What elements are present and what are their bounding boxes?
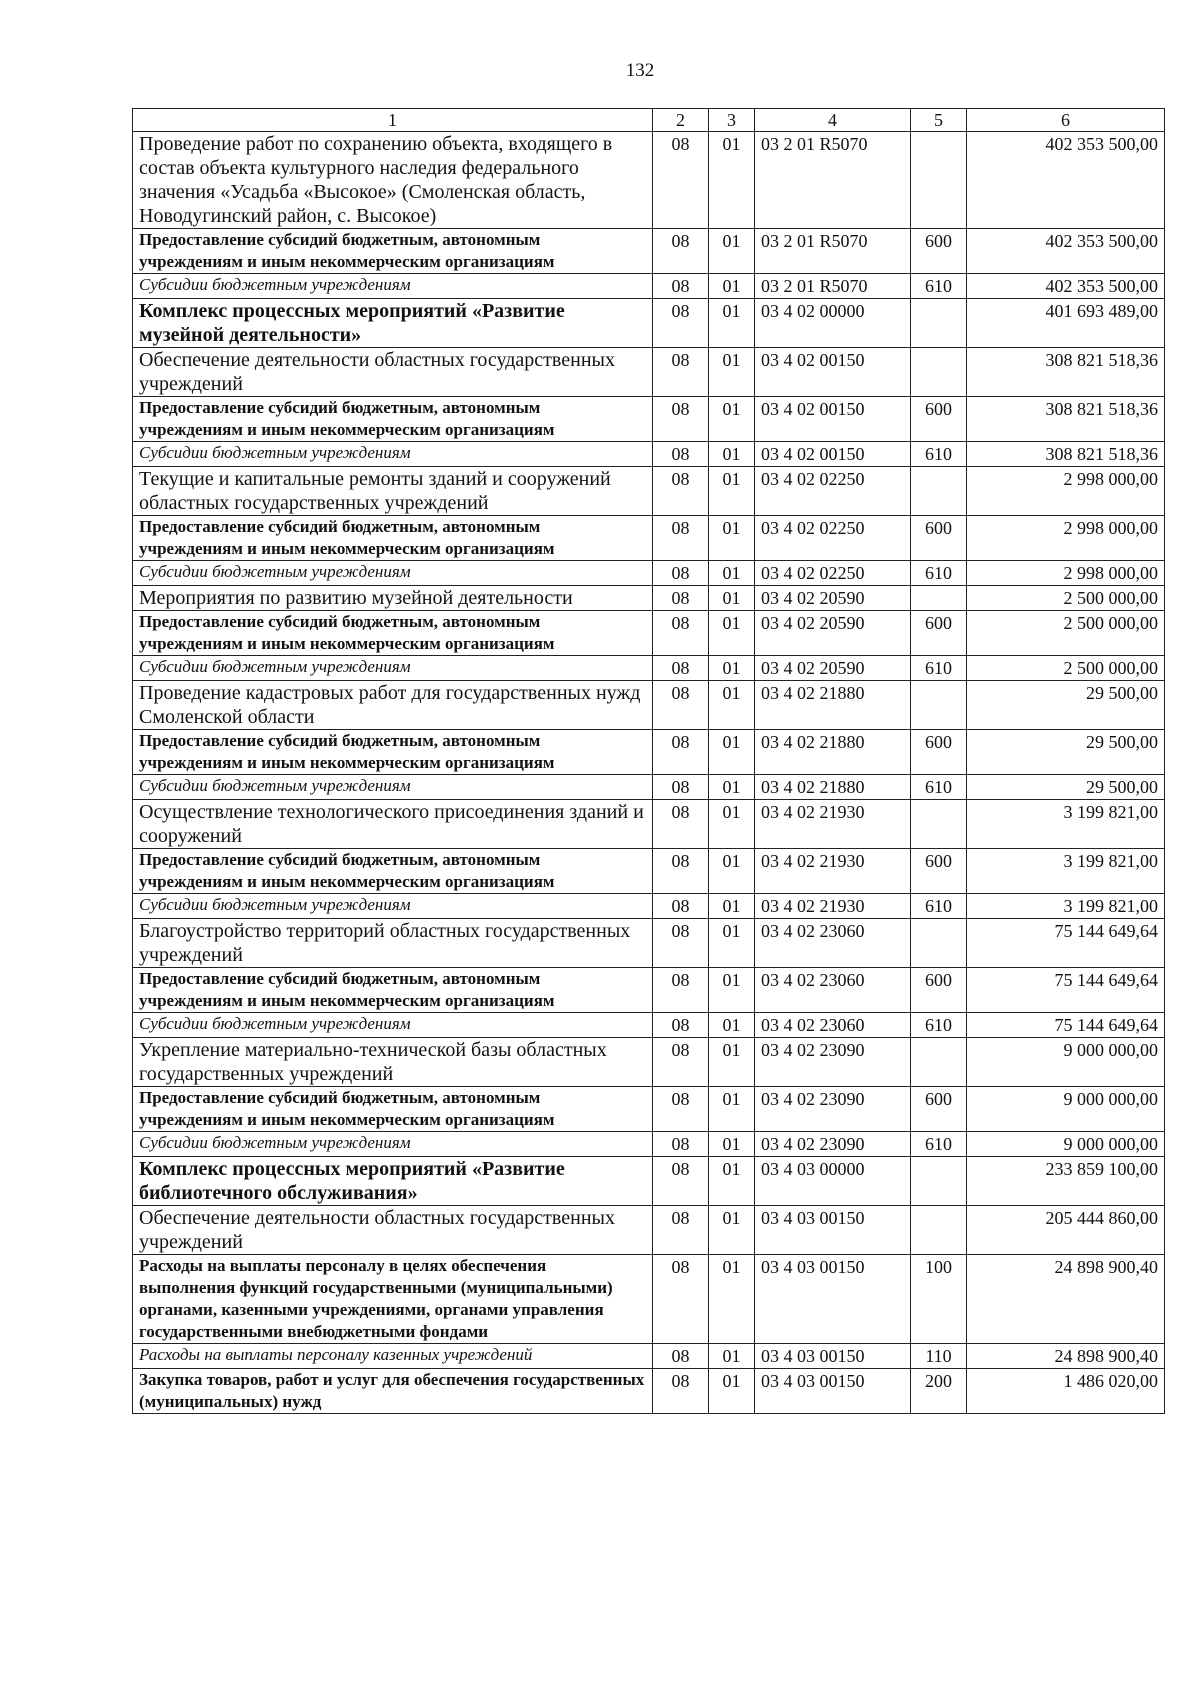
row-name: Текущие и капитальные ремонты зданий и сооружений областных государственных учреждений — [133, 467, 653, 516]
row-name: Субсидии бюджетным учреждениям — [133, 656, 653, 681]
table-row — [133, 229, 1165, 274]
row-target-code: 03 4 03 00000 — [755, 1157, 911, 1206]
row-subsection: 01 — [709, 1344, 755, 1369]
table-row — [133, 586, 1165, 611]
row-target-code: 03 4 02 23060 — [755, 1013, 911, 1038]
row-section: 08 — [653, 681, 709, 730]
row-subsection: 01 — [709, 229, 755, 274]
row-subsection: 01 — [709, 730, 755, 775]
row-amount: 29 500,00 — [967, 775, 1165, 800]
row-target-code: 03 4 02 02250 — [755, 561, 911, 586]
row-target-code: 03 4 02 23090 — [755, 1038, 911, 1087]
table-row — [133, 1132, 1165, 1157]
row-target-code: 03 4 02 23090 — [755, 1132, 911, 1157]
row-target-code: 03 4 03 00150 — [755, 1255, 911, 1344]
row-subsection: 01 — [709, 611, 755, 656]
row-amount: 233 859 100,00 — [967, 1157, 1165, 1206]
row-section: 08 — [653, 919, 709, 968]
table-row — [133, 467, 1165, 516]
row-target-code: 03 4 02 23090 — [755, 1087, 911, 1132]
row-name: Обеспечение деятельности областных государственных учреждений — [133, 348, 653, 397]
row-expense-type: 610 — [911, 775, 967, 800]
row-section: 08 — [653, 800, 709, 849]
row-name: Благоустройство территорий областных государственных учреждений — [133, 919, 653, 968]
row-expense-type — [911, 348, 967, 397]
row-target-code: 03 2 01 R5070 — [755, 274, 911, 299]
row-section: 08 — [653, 442, 709, 467]
row-expense-type: 110 — [911, 1344, 967, 1369]
row-target-code: 03 4 02 20590 — [755, 656, 911, 681]
row-target-code: 03 4 02 21930 — [755, 894, 911, 919]
row-target-code: 03 4 02 21930 — [755, 849, 911, 894]
row-amount: 29 500,00 — [967, 730, 1165, 775]
row-amount: 75 144 649,64 — [967, 919, 1165, 968]
table-row — [133, 561, 1165, 586]
row-name: Комплекс процессных мероприятий «Развитие музейной деятельности» — [133, 299, 653, 348]
row-target-code: 03 4 02 20590 — [755, 611, 911, 656]
header-col-2: 2 — [653, 109, 709, 132]
row-subsection: 01 — [709, 586, 755, 611]
row-section: 08 — [653, 1087, 709, 1132]
row-section: 08 — [653, 656, 709, 681]
row-name: Предоставление субсидий бюджетным, автономным учреждениям и иным некоммерческим организациям — [133, 611, 653, 656]
row-expense-type — [911, 1206, 967, 1255]
table-row — [133, 132, 1165, 229]
row-expense-type: 600 — [911, 516, 967, 561]
row-expense-type — [911, 919, 967, 968]
row-section: 08 — [653, 1344, 709, 1369]
row-amount: 2 998 000,00 — [967, 561, 1165, 586]
row-subsection: 01 — [709, 1038, 755, 1087]
table-body — [133, 132, 1165, 1414]
row-subsection: 01 — [709, 800, 755, 849]
row-amount: 2 998 000,00 — [967, 516, 1165, 561]
table-header-row — [133, 109, 1165, 132]
row-target-code: 03 4 02 02250 — [755, 467, 911, 516]
row-section: 08 — [653, 730, 709, 775]
table-row — [133, 656, 1165, 681]
row-name: Закупка товаров, работ и услуг для обеспечения государственных (муниципальных) нужд — [133, 1369, 653, 1414]
row-target-code: 03 4 02 23060 — [755, 919, 911, 968]
row-amount: 29 500,00 — [967, 681, 1165, 730]
row-section: 08 — [653, 1038, 709, 1087]
table-row — [133, 611, 1165, 656]
row-expense-type: 610 — [911, 274, 967, 299]
row-expense-type — [911, 467, 967, 516]
row-expense-type: 600 — [911, 968, 967, 1013]
row-expense-type: 600 — [911, 229, 967, 274]
row-section: 08 — [653, 775, 709, 800]
table-row — [133, 1206, 1165, 1255]
table-row — [133, 274, 1165, 299]
row-expense-type: 610 — [911, 561, 967, 586]
row-target-code: 03 4 03 00150 — [755, 1206, 911, 1255]
row-amount: 2 500 000,00 — [967, 586, 1165, 611]
row-name: Предоставление субсидий бюджетным, автономным учреждениям и иным некоммерческим организациям — [133, 397, 653, 442]
row-subsection: 01 — [709, 681, 755, 730]
row-target-code: 03 4 02 00000 — [755, 299, 911, 348]
row-expense-type — [911, 299, 967, 348]
row-subsection: 01 — [709, 1013, 755, 1038]
row-amount: 3 199 821,00 — [967, 894, 1165, 919]
header-col-6: 6 — [967, 109, 1165, 132]
row-name: Субсидии бюджетным учреждениям — [133, 561, 653, 586]
row-name: Предоставление субсидий бюджетным, автономным учреждениям и иным некоммерческим организациям — [133, 968, 653, 1013]
row-section: 08 — [653, 229, 709, 274]
header-col-3: 3 — [709, 109, 755, 132]
table-row — [133, 968, 1165, 1013]
row-section: 08 — [653, 586, 709, 611]
row-expense-type: 600 — [911, 611, 967, 656]
row-amount: 401 693 489,00 — [967, 299, 1165, 348]
header-col-5: 5 — [911, 109, 967, 132]
row-section: 08 — [653, 894, 709, 919]
row-target-code: 03 4 03 00150 — [755, 1369, 911, 1414]
row-expense-type — [911, 800, 967, 849]
row-subsection: 01 — [709, 132, 755, 229]
row-subsection: 01 — [709, 849, 755, 894]
row-target-code: 03 2 01 R5070 — [755, 229, 911, 274]
row-section: 08 — [653, 132, 709, 229]
table-row — [133, 1255, 1165, 1344]
row-target-code: 03 4 02 20590 — [755, 586, 911, 611]
row-subsection: 01 — [709, 894, 755, 919]
row-expense-type — [911, 132, 967, 229]
row-name: Осуществление технологического присоединения зданий и сооружений — [133, 800, 653, 849]
header-col-4: 4 — [755, 109, 911, 132]
table-row — [133, 516, 1165, 561]
row-section: 08 — [653, 397, 709, 442]
row-section: 08 — [653, 467, 709, 516]
row-amount: 24 898 900,40 — [967, 1344, 1165, 1369]
table-row — [133, 681, 1165, 730]
table-row — [133, 348, 1165, 397]
row-amount: 2 500 000,00 — [967, 611, 1165, 656]
row-section: 08 — [653, 1013, 709, 1038]
row-amount: 402 353 500,00 — [967, 229, 1165, 274]
table-row — [133, 775, 1165, 800]
row-section: 08 — [653, 849, 709, 894]
row-amount: 308 821 518,36 — [967, 348, 1165, 397]
row-expense-type — [911, 681, 967, 730]
row-name: Субсидии бюджетным учреждениям — [133, 274, 653, 299]
row-amount: 9 000 000,00 — [967, 1087, 1165, 1132]
row-subsection: 01 — [709, 1255, 755, 1344]
row-target-code: 03 4 02 00150 — [755, 348, 911, 397]
row-target-code: 03 4 03 00150 — [755, 1344, 911, 1369]
row-section: 08 — [653, 1157, 709, 1206]
row-section: 08 — [653, 1255, 709, 1344]
row-name: Комплекс процессных мероприятий «Развитие библиотечного обслуживания» — [133, 1157, 653, 1206]
row-section: 08 — [653, 274, 709, 299]
row-amount: 9 000 000,00 — [967, 1038, 1165, 1087]
row-name: Укрепление материально-технической базы областных государственных учреждений — [133, 1038, 653, 1087]
row-section: 08 — [653, 299, 709, 348]
row-name: Субсидии бюджетным учреждениям — [133, 775, 653, 800]
row-name: Предоставление субсидий бюджетным, автономным учреждениям и иным некоммерческим организациям — [133, 516, 653, 561]
row-amount: 9 000 000,00 — [967, 1132, 1165, 1157]
row-expense-type: 600 — [911, 849, 967, 894]
table-row — [133, 1157, 1165, 1206]
row-target-code: 03 4 02 02250 — [755, 516, 911, 561]
row-expense-type: 600 — [911, 730, 967, 775]
row-expense-type: 100 — [911, 1255, 967, 1344]
row-expense-type: 610 — [911, 656, 967, 681]
row-name: Предоставление субсидий бюджетным, автономным учреждениям и иным некоммерческим организациям — [133, 730, 653, 775]
row-name: Обеспечение деятельности областных государственных учреждений — [133, 1206, 653, 1255]
row-amount: 2 500 000,00 — [967, 656, 1165, 681]
table-row — [133, 299, 1165, 348]
row-subsection: 01 — [709, 775, 755, 800]
row-subsection: 01 — [709, 442, 755, 467]
row-subsection: 01 — [709, 299, 755, 348]
row-expense-type: 200 — [911, 1369, 967, 1414]
row-name: Расходы на выплаты персоналу казенных учреждений — [133, 1344, 653, 1369]
row-amount: 205 444 860,00 — [967, 1206, 1165, 1255]
row-expense-type: 610 — [911, 1132, 967, 1157]
row-expense-type: 610 — [911, 1013, 967, 1038]
row-subsection: 01 — [709, 1087, 755, 1132]
row-name: Субсидии бюджетным учреждениям — [133, 1013, 653, 1038]
table-row — [133, 1344, 1165, 1369]
row-amount: 75 144 649,64 — [967, 1013, 1165, 1038]
table-row — [133, 1087, 1165, 1132]
row-amount: 75 144 649,64 — [967, 968, 1165, 1013]
row-expense-type: 600 — [911, 397, 967, 442]
row-subsection: 01 — [709, 919, 755, 968]
table-row — [133, 1038, 1165, 1087]
row-subsection: 01 — [709, 1157, 755, 1206]
row-amount: 1 486 020,00 — [967, 1369, 1165, 1414]
row-name: Расходы на выплаты персоналу в целях обеспечения выполнения функций государственными (муниципальными) органами, казенными учреждениями, органами управления государственными внебюджетными фондами — [133, 1255, 653, 1344]
table-row — [133, 397, 1165, 442]
row-target-code: 03 4 02 21930 — [755, 800, 911, 849]
row-section: 08 — [653, 1132, 709, 1157]
row-amount: 3 199 821,00 — [967, 849, 1165, 894]
row-name: Проведение кадастровых работ для государственных нужд Смоленской области — [133, 681, 653, 730]
row-name: Проведение работ по сохранению объекта, входящего в состав объекта культурного наследия федерального значения «Усадьба «Высокое» (Смоленская область, Новодугинский район, с. Высокое) — [133, 132, 653, 229]
table-row — [133, 894, 1165, 919]
row-expense-type — [911, 586, 967, 611]
row-expense-type — [911, 1038, 967, 1087]
row-expense-type: 600 — [911, 1087, 967, 1132]
row-name: Субсидии бюджетным учреждениям — [133, 1132, 653, 1157]
row-target-code: 03 4 02 00150 — [755, 442, 911, 467]
row-section: 08 — [653, 561, 709, 586]
row-name: Мероприятия по развитию музейной деятельности — [133, 586, 653, 611]
row-subsection: 01 — [709, 656, 755, 681]
row-target-code: 03 4 02 21880 — [755, 681, 911, 730]
row-subsection: 01 — [709, 467, 755, 516]
row-subsection: 01 — [709, 968, 755, 1013]
row-subsection: 01 — [709, 1369, 755, 1414]
row-subsection: 01 — [709, 1206, 755, 1255]
row-target-code: 03 2 01 R5070 — [755, 132, 911, 229]
page-number: 132 — [625, 60, 655, 81]
row-amount: 402 353 500,00 — [967, 274, 1165, 299]
row-section: 08 — [653, 611, 709, 656]
table-row — [133, 730, 1165, 775]
row-amount: 402 353 500,00 — [967, 132, 1165, 229]
row-subsection: 01 — [709, 397, 755, 442]
row-target-code: 03 4 02 21880 — [755, 730, 911, 775]
row-amount: 308 821 518,36 — [967, 397, 1165, 442]
row-subsection: 01 — [709, 561, 755, 586]
table-row — [133, 800, 1165, 849]
table-row — [133, 442, 1165, 467]
row-expense-type — [911, 1157, 967, 1206]
table-row — [133, 1013, 1165, 1038]
row-section: 08 — [653, 968, 709, 1013]
row-expense-type: 610 — [911, 894, 967, 919]
row-subsection: 01 — [709, 516, 755, 561]
row-name: Предоставление субсидий бюджетным, автономным учреждениям и иным некоммерческим организациям — [133, 1087, 653, 1132]
table-row — [133, 849, 1165, 894]
table-row — [133, 1369, 1165, 1414]
row-name: Предоставление субсидий бюджетным, автономным учреждениям и иным некоммерческим организациям — [133, 229, 653, 274]
row-subsection: 01 — [709, 348, 755, 397]
row-section: 08 — [653, 516, 709, 561]
row-target-code: 03 4 02 23060 — [755, 968, 911, 1013]
row-name: Предоставление субсидий бюджетным, автономным учреждениям и иным некоммерческим организациям — [133, 849, 653, 894]
row-expense-type: 610 — [911, 442, 967, 467]
budget-table — [132, 108, 1165, 1414]
row-target-code: 03 4 02 00150 — [755, 397, 911, 442]
row-name: Субсидии бюджетным учреждениям — [133, 894, 653, 919]
row-subsection: 01 — [709, 274, 755, 299]
row-section: 08 — [653, 348, 709, 397]
row-section: 08 — [653, 1369, 709, 1414]
row-amount: 308 821 518,36 — [967, 442, 1165, 467]
row-amount: 2 998 000,00 — [967, 467, 1165, 516]
table-row — [133, 919, 1165, 968]
row-target-code: 03 4 02 21880 — [755, 775, 911, 800]
row-subsection: 01 — [709, 1132, 755, 1157]
header-col-1: 1 — [133, 109, 653, 132]
row-amount: 3 199 821,00 — [967, 800, 1165, 849]
row-amount: 24 898 900,40 — [967, 1255, 1165, 1344]
row-section: 08 — [653, 1206, 709, 1255]
row-name: Субсидии бюджетным учреждениям — [133, 442, 653, 467]
